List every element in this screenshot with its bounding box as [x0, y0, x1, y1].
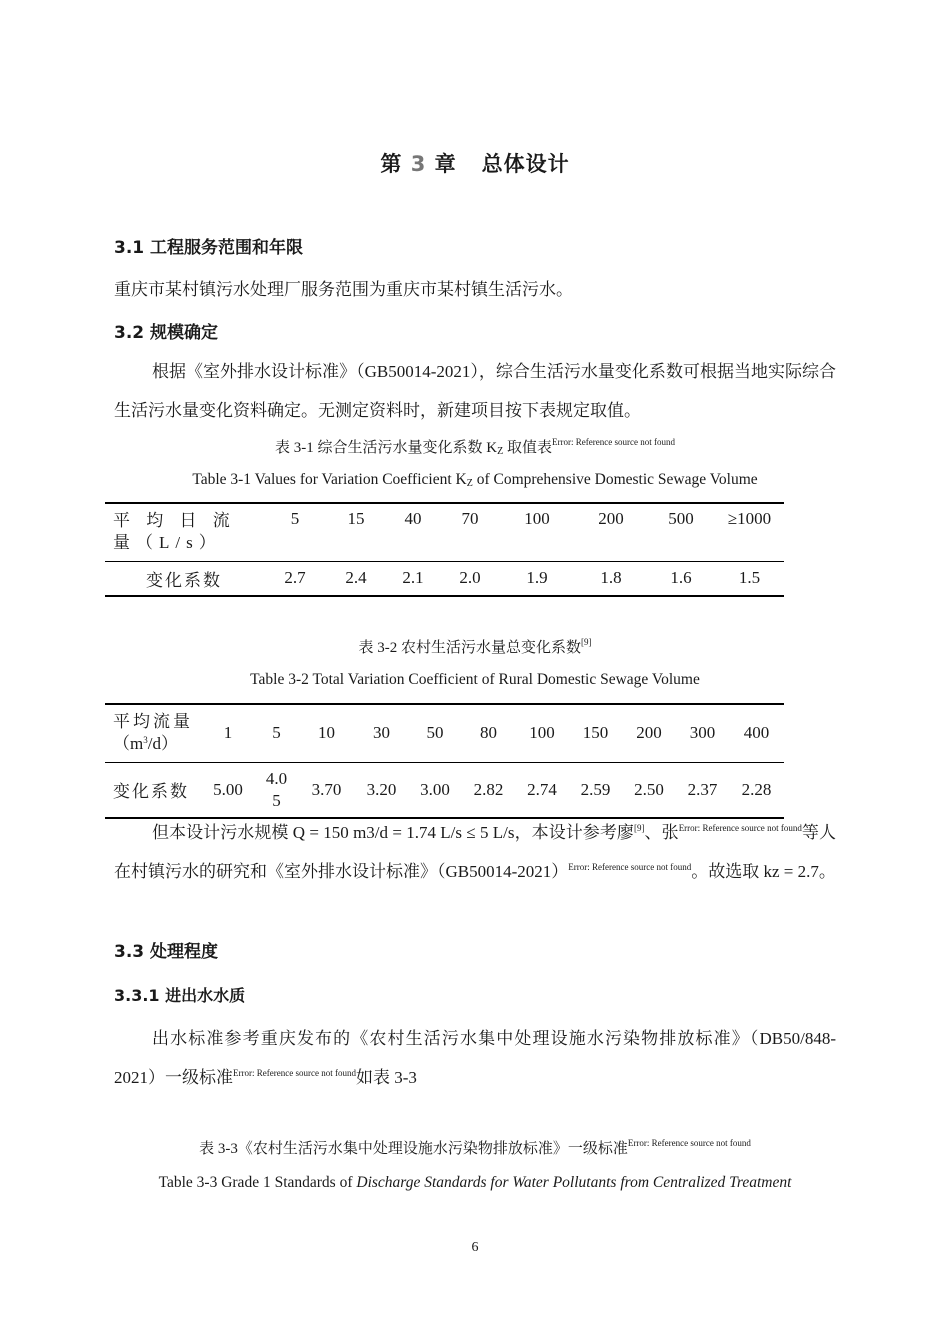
- table-cell: 2.1: [385, 561, 441, 596]
- label-text: /d）: [147, 734, 178, 754]
- paragraph-text: 等人在村镇污水的研究和《室外排水设计标准》（GB50014-2021）: [114, 823, 836, 881]
- table-cell: 300: [676, 704, 729, 762]
- table-cell: 3.00: [408, 762, 462, 818]
- caption-text: 表 3-3《农村生活污水集中处理设施水污染物排放标准》一级标准: [199, 1141, 628, 1157]
- table-cell: 100: [515, 704, 569, 762]
- chapter-name: 总体设计: [481, 152, 570, 176]
- table-cell: 200: [575, 503, 647, 561]
- table-cell: 1.6: [647, 561, 715, 596]
- section-3-3-1-heading: 3.3.1 进出水水质: [114, 986, 246, 1005]
- paragraph-text: 、张: [644, 823, 679, 842]
- section-3-1-text: 重庆市某村镇污水处理厂服务范围为重庆市某村镇生活污水。: [114, 280, 573, 299]
- table-cell: 2.4: [327, 561, 385, 596]
- table-row: [105, 762, 784, 818]
- table-cell: 15: [327, 503, 385, 561]
- row-label-flow: [105, 704, 201, 762]
- table-cell: 70: [441, 503, 499, 561]
- section-3-2-text: 根据《室外排水设计标准》（GB50014-2021），综合生活污水量变化系数可根据当地实际综合生活污水量变化资料确定。无测定资料时，新建项目按下表规定取值。: [114, 362, 836, 420]
- table-cell: 1.9: [499, 561, 575, 596]
- table-cell: 200: [622, 704, 676, 762]
- section-3-3-1-text: [114, 1019, 836, 1097]
- table-cell: 1: [201, 704, 255, 762]
- caption-text: of Comprehensive Domestic Sewage Volume: [472, 471, 758, 488]
- table-cell: ≥1000: [715, 503, 784, 561]
- chapter-title: [0, 148, 950, 178]
- chapter-number: 3: [410, 152, 427, 176]
- row-label-coefficient: 变化系数: [105, 762, 201, 818]
- design-scale-paragraph: [114, 813, 836, 891]
- table-cell: 2.28: [729, 762, 784, 818]
- paragraph-text: 如表 3-3: [355, 1068, 417, 1087]
- table-row: [105, 704, 784, 762]
- table-cell: 40: [385, 503, 441, 561]
- table-row: [105, 561, 784, 596]
- page-number: 6: [471, 1240, 479, 1255]
- label-text: 平均流量: [113, 712, 193, 732]
- table-cell: 5.00: [201, 762, 255, 818]
- error-reference: Error: Reference source not found: [678, 823, 802, 833]
- table-cell: 500: [647, 503, 715, 561]
- error-reference: Error: Reference source not found: [568, 862, 692, 872]
- table-cell: 2.50: [622, 762, 676, 818]
- table-3-3-caption-cn: [0, 1137, 950, 1158]
- caption-subscript: Z: [497, 446, 504, 457]
- table-cell: 1.5: [715, 561, 784, 596]
- table-cell: 3.70: [298, 762, 355, 818]
- error-reference: Error: Reference source not found: [552, 437, 675, 447]
- caption-text: 表 3-1 综合生活污水量变化系数 K: [275, 440, 498, 456]
- table-cell: 2.82: [462, 762, 515, 818]
- table-cell: 2.37: [676, 762, 729, 818]
- table-3-1-caption-en: [0, 471, 950, 489]
- table-cell: 2.7: [263, 561, 327, 596]
- caption-text: 取值表: [503, 440, 552, 456]
- caption-subscript: Z: [466, 478, 473, 489]
- error-reference: Error: Reference source not found: [233, 1068, 356, 1078]
- table-3-2-caption-cn: [0, 636, 950, 657]
- row-label-coefficient: 变化系数: [105, 561, 263, 596]
- chapter-suffix: 章: [434, 152, 457, 176]
- row-label-flow: 平 均 日 流 量（L/s）: [105, 503, 263, 561]
- table-cell: 100: [499, 503, 575, 561]
- section-3-2-heading: 3.2 规模确定: [114, 323, 219, 343]
- caption-italic-text: Discharge Standards for Water Pollutants from Centralized Treatment: [356, 1174, 792, 1191]
- paragraph-text: 。故选取 kz = 2.7。: [691, 862, 836, 881]
- table-cell: 150: [569, 704, 622, 762]
- label-text: （m: [113, 734, 144, 754]
- table-cell: 5: [255, 704, 298, 762]
- table-cell: 80: [462, 704, 515, 762]
- table-cell: 10: [298, 704, 355, 762]
- citation-ref: [9]: [634, 823, 645, 833]
- label-superscript: 3: [143, 735, 148, 746]
- table-cell: 400: [729, 704, 784, 762]
- caption-text: Table 3-3 Grade 1 Standards of: [158, 1174, 357, 1191]
- table-cell: 30: [355, 704, 408, 762]
- section-3-3-heading: 3.3 处理程度: [114, 942, 219, 962]
- table-cell: 3.20: [355, 762, 408, 818]
- paragraph-text: 出水标准参考重庆发布的《农村生活污水集中处理设施水污染物排放标准》（DB50/848-2021）一级标准: [114, 1029, 836, 1087]
- table-cell: 4.0 5: [255, 762, 298, 818]
- chapter-prefix: 第: [380, 152, 403, 176]
- caption-text: 表 3-2 农村生活污水量总变化系数: [358, 640, 581, 656]
- citation-ref: [9]: [581, 637, 592, 647]
- table-cell: 2.59: [569, 762, 622, 818]
- table-3-3-caption-en: [0, 1174, 950, 1192]
- table-3-1: [105, 502, 784, 597]
- table-row: [105, 503, 784, 561]
- table-cell: 5: [263, 503, 327, 561]
- table-cell: 1.8: [575, 561, 647, 596]
- caption-text: Table 3-1 Values for Variation Coefficient K: [192, 471, 467, 488]
- error-reference: Error: Reference source not found: [627, 1138, 751, 1148]
- table-3-1-caption-cn: [0, 436, 950, 457]
- table-cell: 2.74: [515, 762, 569, 818]
- table-cell: 2.0: [441, 561, 499, 596]
- table-cell: 50: [408, 704, 462, 762]
- paragraph-text: 但本设计污水规模 Q = 150 m3/d = 1.74 L/s ≤ 5 L/s，本设计参考廖: [152, 823, 634, 842]
- table-3-2-caption-en: Table 3-2 Total Variation Coefficient of Rural Domestic Sewage Volume: [250, 671, 700, 688]
- table-3-2: [105, 703, 784, 819]
- section-3-1-heading: 3.1 工程服务范围和年限: [114, 238, 304, 258]
